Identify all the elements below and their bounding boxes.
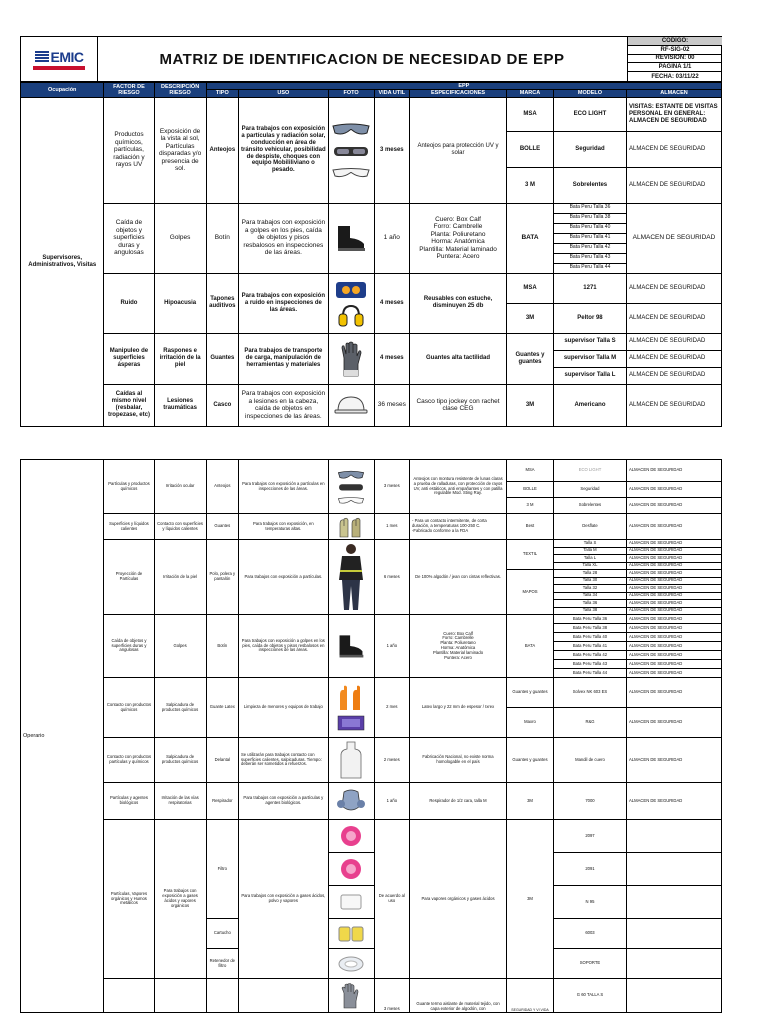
factor-cell: Partículas y agentes biológicos — [104, 783, 154, 820]
uso-cell: Para trabajos con exposición a ruido en inspecciones de las áreas. — [238, 273, 328, 333]
marca-cell: MSA — [507, 97, 554, 131]
col-epp: EPP — [206, 83, 721, 90]
uso-cell: Para trabajos con exposición a gases ácidos, polvo y vapores — [238, 820, 328, 979]
almacen-cell: ALMACEN DE SEGURIDAD — [626, 642, 721, 651]
col-especificaciones: ESPECIFICACIONES — [410, 90, 507, 97]
marca-cell: 3M — [507, 820, 554, 979]
safety-glasses-icon — [331, 121, 371, 137]
glove-package-icon — [337, 715, 365, 731]
uso-cell: Para trabajos con exposición a partículas y radiación solar, conducción en área de tránsito vehicular, posibilidad de despiste, choques con equipo Mobililiviano o pesado. — [238, 97, 328, 203]
factor-cell: Superficies y líquidos calientes — [104, 514, 154, 540]
especificaciones-cell: Guante termo aislante de material tejido, con capa exterior de algodón, con — [410, 979, 507, 1013]
safety-boot-icon — [334, 224, 368, 252]
vida-cell: 3 meses — [374, 979, 409, 1013]
factor-cell: Proyección de Partículas — [104, 540, 154, 615]
marca-cell: Guantes y guantes — [507, 678, 554, 708]
modelo-cell: Talla 36 — [553, 600, 626, 608]
latex-gloves-icon — [336, 685, 366, 711]
modelo-cell: Bata Peru Talla 38 — [553, 624, 626, 633]
uso-cell: Para trabajos con exposición, en temperaturas altas. — [238, 514, 328, 540]
tipo-cell: Polo, polera y pantalón — [206, 540, 238, 615]
vida-cell: 1 año — [374, 615, 409, 678]
tipo-cell: Anteojos — [206, 460, 238, 514]
tipo-cell: Anteojos — [206, 97, 238, 203]
col-ocupacion: Ocupación — [21, 83, 104, 98]
cartridge-icon — [337, 924, 365, 944]
almacen-cell: ALMACEN DE SEGURIDAD — [626, 333, 721, 350]
foto-cell — [328, 949, 374, 979]
vida-cell: 3 meses — [374, 97, 409, 203]
factor-cell: Contacto con productos partículas y químicos — [104, 738, 154, 783]
foto-cell — [328, 203, 374, 273]
vida-cell: 2 mes — [374, 678, 409, 738]
almacen-cell: ALMACEN DE SEGURIDAD — [626, 367, 721, 384]
almacen-cell: ALMACEN DE SEGURIDAD — [626, 562, 721, 570]
modelo-cell: Bata Peru Talla 43 — [553, 660, 626, 669]
modelo-cell: Sobrelentes — [553, 498, 626, 514]
foto-cell — [328, 678, 374, 738]
especificaciones-cell: Cuero: Box Calf Forro: Cambrelle Planta: Poliuretano Horma: Anatómica Plantilla: Material laminado Puntera: Acero — [410, 203, 507, 273]
uso-cell: Para trabajos con exposición a golpes en los pies, caída de objetos y pisos resbalosos en inspecciones de las áreas. — [238, 203, 328, 273]
descripcion-cell: Golpes — [154, 615, 206, 678]
foto-cell — [328, 820, 374, 853]
vida-cell: 36 meses — [374, 384, 409, 426]
almacen-cell: ALMACEN DE SEGURIDAD — [626, 540, 721, 548]
meta-code-value: RF-SIG-02 — [628, 46, 722, 55]
especificaciones-cell: Cuero: Box Calf Forro: Cambrelle Planta: Poliuretano Horma: Anatómica Plantilla: Material laminado Puntera: Acero — [410, 615, 507, 678]
col-marca: MARCA — [507, 90, 554, 97]
modelo-cell: Talla L — [553, 555, 626, 563]
logo-tagline-bar — [33, 66, 85, 70]
foto-cell — [328, 615, 374, 678]
modelo-cell: Bata Peru Talla 43 — [553, 253, 626, 263]
almacen-cell: ALMACEN DE SEGURIDAD — [626, 167, 721, 203]
heat-gloves-icon — [338, 516, 364, 538]
modelo-cell: Talla XL — [553, 562, 626, 570]
foto-cell — [328, 333, 374, 384]
marca-cell: BATA — [507, 203, 554, 273]
vida-cell: 1 año — [374, 203, 409, 273]
work-clothing-icon — [336, 542, 366, 612]
foto-cell — [328, 514, 374, 540]
thermal-glove-icon — [339, 983, 363, 1009]
foto-cell — [328, 384, 374, 426]
uso-cell: Para trabajos con exposición a lesiones en la cabeza, caída de objetos en inspecciones de las áreas. — [238, 384, 328, 426]
almacen-cell: ALMACEN DE SEGURIDAD — [626, 577, 721, 585]
modelo-cell: G 60 TALLA S — [553, 979, 626, 1013]
vida-cell: 1 año — [374, 783, 409, 820]
modelo-cell: Talla 30 — [553, 577, 626, 585]
modelo-cell: Americano — [553, 384, 626, 426]
descripcion-cell: Irritación de las vías respiratorias — [154, 783, 206, 820]
uso-cell: Para trabajos con exposición a golpes en los pies, caída de objetos y pisos resbalosos en inspecciones de las áreas. — [238, 615, 328, 678]
factor-cell: Caídas al mismo nivel (resbalar, tropezase, etc) — [104, 384, 154, 426]
modelo-cell: Sobrelentes — [553, 167, 626, 203]
marca-cell: 3 M — [507, 498, 554, 514]
almacen-cell: ALMACEN DE SEGURIDAD — [626, 547, 721, 555]
modelo-cell: Bata Peru Talla 42 — [553, 243, 626, 253]
almacen-cell: ALMACEN DE SEGURIDAD — [626, 600, 721, 608]
vida-cell: 4 meses — [374, 273, 409, 333]
overglasses-icon — [337, 495, 365, 505]
especificaciones-cell: De 100% algodón / jean con cintas reflectivas. — [410, 540, 507, 615]
foto-cell — [328, 919, 374, 949]
almacen-cell: ALMACEN DE SEGURIDAD — [626, 607, 721, 615]
especificaciones-cell: Fabricación Nacional, no existe norma homologable en el país — [410, 738, 507, 783]
almacen-cell: ALMACEN DE SEGURIDAD — [626, 482, 721, 498]
descripcion-cell — [154, 979, 206, 1013]
modelo-cell: Bata Peru Talla 40 — [553, 633, 626, 642]
tipo-cell: Tapones auditivos — [206, 273, 238, 333]
almacen-cell: ALMACEN DE SEGURIDAD — [626, 350, 721, 367]
filter-disc-icon — [340, 825, 362, 847]
ocupacion-supervisores: Supervisores, Administrativos, Visitas — [21, 97, 104, 426]
vida-cell: 2 meses — [374, 738, 409, 783]
especificaciones-cell: Casco tipo jockey con rachet clase CEG — [410, 384, 507, 426]
almacen-cell — [626, 853, 721, 886]
almacen-cell: ALMACEN DE SEGURIDAD — [626, 660, 721, 669]
col-factor: FACTOR DE RIESGO — [104, 83, 154, 98]
factor-cell: Ruido — [104, 273, 154, 333]
foto-cell — [328, 979, 374, 1013]
foto-cell — [328, 540, 374, 615]
uso-cell: Para trabajos con exposición a partículas. — [238, 540, 328, 615]
modelo-cell: Talla 32 — [553, 585, 626, 593]
col-foto: FOTO — [328, 90, 374, 97]
epp-table-operario — [20, 459, 722, 1013]
modelo-cell: 2097 — [553, 820, 626, 853]
modelo-cell: 6003 — [553, 919, 626, 949]
safety-goggles-icon — [331, 143, 371, 159]
descripcion-cell: Irritación de la piel — [154, 540, 206, 615]
modelo-cell: ECO LIGHT — [553, 460, 626, 482]
factor-cell: Contacto con productos químicos — [104, 678, 154, 738]
vida-cell: De acuerdo al uso — [374, 820, 409, 979]
uso-cell — [238, 979, 328, 1013]
epp-table-supervisors — [20, 82, 722, 427]
modelo-cell: N 95 — [553, 886, 626, 919]
factor-cell: Manipuleo de superficies ásperas — [104, 333, 154, 384]
marca-cell: Guantes y guantes — [507, 738, 554, 783]
col-descripcion: DESCRIPCIÓN RIESGO — [154, 83, 206, 98]
document-meta — [627, 37, 722, 81]
almacen-cell: ALMACEN DE SEGURIDAD — [626, 615, 721, 624]
meta-revision: REVISION: 00 — [628, 55, 722, 64]
almacen-cell: ALMACEN DE SEGURIDAD — [626, 669, 721, 678]
modelo-cell: Bata Peru Talla 41 — [553, 642, 626, 651]
meta-code-label: CODIGO: — [628, 37, 722, 46]
modelo-cell: 1271 — [553, 273, 626, 303]
marca-cell: Best — [507, 514, 554, 540]
filter-retainer-icon — [337, 955, 365, 973]
uso-cell: Se utilizarán para trabajos contacto con superficies calientes, salpicaduras. Tiempo: deberán ser sometidos a refuerzos. — [238, 738, 328, 783]
apron-icon — [339, 741, 363, 779]
tipo-cell: Guantes — [206, 333, 238, 384]
descripcion-cell: Contacto con superficies y líquidos calientes — [154, 514, 206, 540]
modelo-cell: Talla 28 — [553, 570, 626, 578]
foto-cell — [328, 783, 374, 820]
marca-cell: 3M — [507, 384, 554, 426]
modelo-cell: Bata Peru Talla 44 — [553, 669, 626, 678]
modelo-cell: Bata Peru Talla 42 — [553, 651, 626, 660]
factor-cell: Partículas y productos químicos — [104, 460, 154, 514]
especificaciones-cell: Anteojos con montura resistente de lunas claras a prueba de ralladuras, con protección de rayos UV, anti estáticos, anti empañantes y con patilla regulable Mod. Sting Ray. — [410, 460, 507, 514]
descripcion-cell: Exposición de la vista al sol, Partículas disparadas y/o presencia de sol. — [154, 97, 206, 203]
tipo-cell — [206, 979, 238, 1013]
almacen-cell: ALMACEN DE SEGURIDAD — [626, 708, 721, 738]
modelo-cell: Bata Peru Talla 36 — [553, 203, 626, 213]
col-almacen: ALMACEN — [626, 90, 721, 97]
modelo-cell: Seguridad — [553, 482, 626, 498]
particle-filter-icon — [339, 893, 363, 911]
modelo-cell: ECO LIGHT — [553, 97, 626, 131]
modelo-cell: supervisor Talla S — [553, 333, 626, 350]
company-logo — [21, 37, 98, 81]
logo-stripes-icon — [35, 51, 49, 63]
foto-cell — [328, 886, 374, 919]
factor-cell: Productos químicos, partículas, radiación y rayos UV — [104, 97, 154, 203]
earplugs-case-icon — [334, 279, 368, 301]
foto-cell — [328, 738, 374, 783]
tipo-cell: Retenedor de filtro — [206, 949, 238, 979]
document-header — [20, 36, 722, 82]
modelo-cell: Desflate — [553, 514, 626, 540]
tipo-cell: Delantal — [206, 738, 238, 783]
marca-cell: MSA — [507, 460, 554, 482]
safety-goggles-icon — [337, 482, 365, 492]
hard-hat-icon — [334, 393, 368, 417]
vida-cell: 4 meses — [374, 333, 409, 384]
almacen-cell — [626, 919, 721, 949]
col-modelo: MODELO — [553, 90, 626, 97]
descripcion-cell: Irritación ocular — [154, 460, 206, 514]
almacen-cell: ALMACEN DE SEGURIDAD — [626, 273, 721, 303]
especificaciones-cell: Anteojos para protección UV y solar — [410, 97, 507, 203]
almacen-cell: ALMACEN DE SEGURIDAD — [626, 678, 721, 708]
descripcion-cell: Golpes — [154, 203, 206, 273]
modelo-cell: Bata Peru Talla 44 — [553, 263, 626, 273]
almacen-cell: ALMACEN DE SEGURIDAD — [626, 460, 721, 482]
especificaciones-cell: Respirador de 1/2 cara, talla M — [410, 783, 507, 820]
vida-cell: 6 meses — [374, 540, 409, 615]
respirator-icon — [336, 788, 366, 814]
modelo-cell: Talla 34 — [553, 592, 626, 600]
almacen-cell: ALMACEN DE SEGURIDAD — [626, 624, 721, 633]
factor-cell — [104, 979, 154, 1013]
factor-cell: Caída de objetos y superficies duras y angulosas — [104, 203, 154, 273]
uso-cell: Limpieza de menores y equipos de trabajo — [238, 678, 328, 738]
almacen-cell: ALMACEN DE SEGURIDAD — [626, 585, 721, 593]
uso-cell: Para trabajos con exposición a partículas y agentes biológicos. — [238, 783, 328, 820]
marca-cell: 3M — [507, 303, 554, 333]
logo-text: EMIC — [50, 48, 84, 65]
modelo-cell: Peltor 98 — [553, 303, 626, 333]
foto-cell — [328, 273, 374, 333]
almacen-cell — [626, 949, 721, 979]
modelo-cell: Talla M — [553, 547, 626, 555]
marca-cell: Maxro — [507, 708, 554, 738]
almacen-cell: ALMACEN DE SEGURIDAD — [626, 592, 721, 600]
almacen-cell — [626, 820, 721, 853]
almacen-cell: ALMACEN DE SEGURIDAD — [626, 303, 721, 333]
modelo-cell: Mandil de cuero — [553, 738, 626, 783]
descripcion-cell: Lesiones traumáticas — [154, 384, 206, 426]
tipo-cell: Botín — [206, 615, 238, 678]
especificaciones-cell: Guantes alta tactilidad — [410, 333, 507, 384]
descripcion-cell: Salpicadura de productos químicos — [154, 678, 206, 738]
marca-cell: BOLLE — [507, 131, 554, 167]
almacen-cell: ALMACEN DE SEGURIDAD — [626, 783, 721, 820]
marca-cell: Guantes y guantes — [507, 333, 554, 384]
modelo-cell: Bata Peru Talla 36 — [553, 615, 626, 624]
overglasses-icon — [331, 165, 371, 179]
almacen-cell: VISITAS: ESTANTE DE VISITAS PERSONAL EN GENERAL: ALMACEN DE SEGURIDAD — [626, 97, 721, 131]
descripcion-cell: Raspones e irritación de la piel — [154, 333, 206, 384]
tipo-cell: Cartucho — [206, 919, 238, 949]
marca-cell: MSA — [507, 273, 554, 303]
especificaciones-cell: Para vapores orgánicos y gases ácidos — [410, 820, 507, 979]
document-title: MATRIZ DE IDENTIFICACION DE NECESIDAD DE EPP — [159, 50, 565, 68]
tipo-cell: Guantes — [206, 514, 238, 540]
meta-page: PAGINA 1/1 — [628, 63, 722, 72]
meta-date: FECHA: 03/11/22 — [651, 73, 699, 80]
almacen-cell: ALMACEN DE SEGURIDAD — [626, 651, 721, 660]
almacen-cell — [626, 886, 721, 919]
almacen-cell: ALMACEN DE SEGURIDAD — [626, 633, 721, 642]
modelo-cell: supervisor Talla M — [553, 350, 626, 367]
marca-cell: TEXTIL — [507, 540, 554, 570]
marca-cell: BATA — [507, 615, 554, 678]
epp-matrix-sheet — [20, 36, 722, 1012]
modelo-cell: Talla S — [553, 540, 626, 548]
almacen-cell — [626, 979, 721, 1013]
almacen-cell: ALMACEN DE SEGURIDAD — [626, 384, 721, 426]
col-vida: VIDA UTIL — [374, 90, 409, 97]
modelo-cell: Talla 38 — [553, 607, 626, 615]
almacen-cell: ALMACEN DE SEGURIDAD — [626, 738, 721, 783]
foto-cell — [328, 97, 374, 203]
marca-cell: 3M — [507, 783, 554, 820]
tipo-cell: Botín — [206, 203, 238, 273]
col-tipo: TIPO — [206, 90, 238, 97]
uso-cell: Para trabajos con exposición a partículas en inspecciones de las áreas. — [238, 460, 328, 514]
foto-cell — [328, 853, 374, 886]
modelo-cell: SOPORTE — [553, 949, 626, 979]
tipo-cell: Respirador — [206, 783, 238, 820]
earmuffs-icon — [336, 304, 366, 328]
modelo-cell: Seguridad — [553, 131, 626, 167]
especificaciones-cell: - Para un contacto intermitente, de corta duración, a temperaturas 100-250 C. -Fabricado conforme a la FDA — [410, 514, 507, 540]
vida-cell: 1 mes — [374, 514, 409, 540]
tipo-cell: Casco — [206, 384, 238, 426]
marca-cell: SEGURIDAD Y VI VIDA — [507, 979, 554, 1013]
modelo-cell: Bata Peru Talla 41 — [553, 233, 626, 243]
almacen-cell: ALMACEN DE SEGURIDAD — [626, 131, 721, 167]
factor-cell: Caída de objetos y superficies duras y angulosas — [104, 615, 154, 678]
tipo-cell: Guante Latex — [206, 678, 238, 738]
uso-cell: Para trabajos de transporte de carga, manipulación de herramientas y materiales — [238, 333, 328, 384]
vida-cell: 3 meses — [374, 460, 409, 514]
almacen-cell: ALMACEN DE SEGURIDAD — [626, 203, 721, 273]
marca-cell: 3 M — [507, 167, 554, 203]
filter-disc-icon — [340, 858, 362, 880]
almacen-cell: ALMACEN DE SEGURIDAD — [626, 498, 721, 514]
foto-cell — [328, 460, 374, 514]
modelo-cell: 2091 — [553, 853, 626, 886]
especificaciones-cell: Reusables con estuche, disminuyen 25 db — [410, 273, 507, 333]
marca-cell: MAPOS — [507, 570, 554, 615]
tipo-cell: Filtro — [206, 820, 238, 919]
modelo-cell: R&G — [553, 708, 626, 738]
modelo-cell: Bata Peru Talla 40 — [553, 223, 626, 233]
descripcion-cell: Para trabajos con exposición a gases ácidos y vapores orgánicos — [154, 820, 206, 979]
ocupacion-operario: Operario — [21, 460, 104, 1013]
modelo-cell: Solvex NK 603 ES — [553, 678, 626, 708]
marca-cell: BOLLE — [507, 482, 554, 498]
descripcion-cell: Hipoacusia — [154, 273, 206, 333]
modelo-cell: supervisor Talla L — [553, 367, 626, 384]
descripcion-cell: Salpicadura de productos químicos — [154, 738, 206, 783]
work-glove-icon — [338, 340, 364, 378]
modelo-cell: 7000 — [553, 783, 626, 820]
col-uso: USO — [238, 90, 328, 97]
almacen-cell: ALMACEN DE SEGURIDAD — [626, 555, 721, 563]
safety-boot-icon — [336, 632, 366, 660]
factor-cell: Partículas, Vapores orgánicos y Humos metálicos — [104, 820, 154, 979]
almacen-cell: ALMACEN DE SEGURIDAD — [626, 514, 721, 540]
modelo-cell: Bata Peru Talla 38 — [553, 213, 626, 223]
especificaciones-cell: Latex largo y 22 mm de espesor / Ixrex — [410, 678, 507, 738]
safety-glasses-icon — [337, 469, 365, 479]
almacen-cell: ALMACEN DE SEGURIDAD — [626, 570, 721, 578]
